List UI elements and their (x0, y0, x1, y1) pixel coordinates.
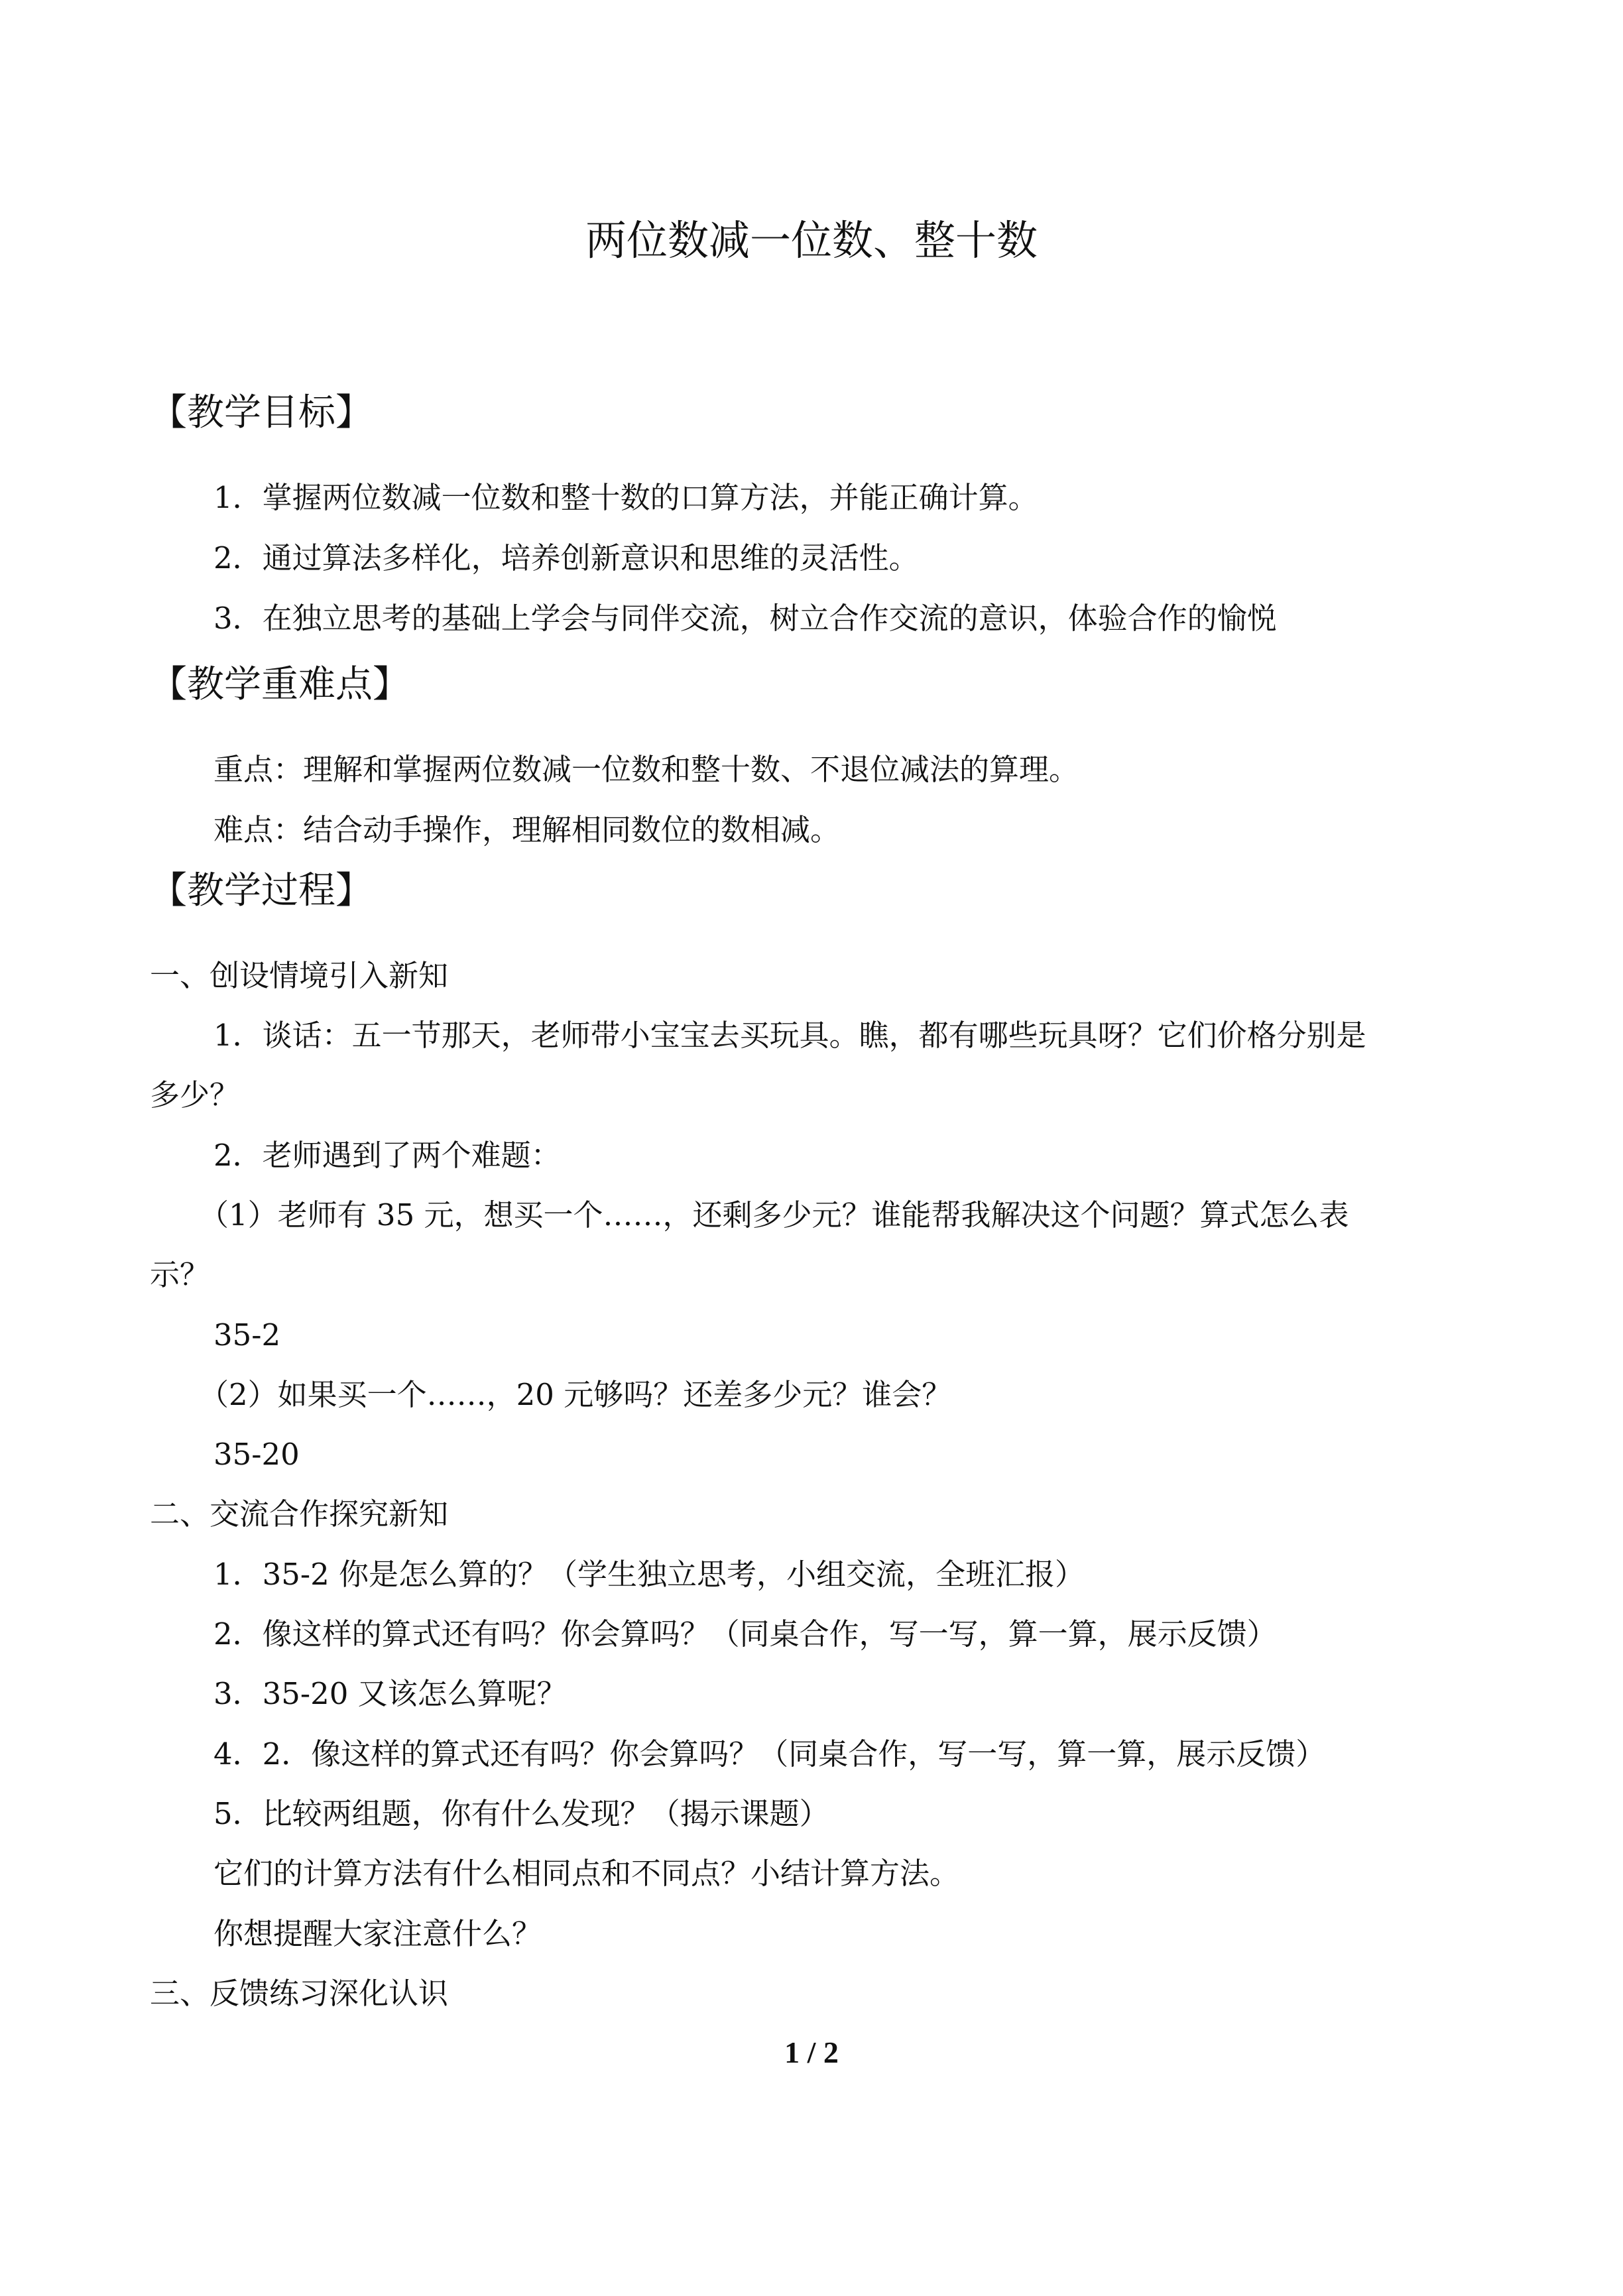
question: （2）如果买一个……，20 元够吗？还差多少元？谁会？ (199, 1377, 952, 1412)
page-number: 1 / 2 (784, 2035, 839, 2069)
objective-item: 3．在独立思考的基础上学会与同伴交流，树立合作交流的意识，体验合作的愉悦 (213, 601, 1277, 636)
question: （1）老师有 35 元，想买一个……，还剩多少元？谁能帮我解决这个问题？算式怎么表 (199, 1197, 1349, 1233)
question: 示？ (150, 1257, 210, 1292)
part2-title: 二、交流合作探究新知 (150, 1496, 449, 1532)
list-item: 5．比较两组题，你有什么发现？（揭示课题） (213, 1796, 829, 1831)
paragraph: 1．谈话：五一节那天，老师带小宝宝去买玩具。瞧，都有哪些玩具呀？它们价格分别是 (213, 1018, 1366, 1053)
list-item: 你想提醒大家注意什么？ (213, 1916, 542, 1951)
list-item: 3．35-20 又该怎么算呢？ (213, 1676, 567, 1711)
objective-item: 1．掌握两位数减一位数和整十数的口算方法，并能正确计算。 (213, 480, 1038, 515)
list-item: 1．35-2 你是怎么算的？（学生独立思考，小组交流，全班汇报） (213, 1557, 1085, 1592)
process-heading: 【教学过程】 (150, 869, 373, 912)
document-title: 两位数减一位数、整十数 (585, 216, 1038, 265)
part1-title: 一、创设情境引入新知 (150, 958, 449, 993)
paragraph: 多少？ (150, 1077, 240, 1113)
objectives-heading: 【教学目标】 (150, 391, 373, 434)
list-item: 它们的计算方法有什么相同点和不同点？小结计算方法。 (213, 1856, 960, 1891)
part3-title: 三、反馈练习深化认识 (150, 1976, 449, 2011)
formula: 35-20 (213, 1437, 300, 1472)
key-point-item: 重点：理解和掌握两位数减一位数和整十数、不退位减法的算理。 (213, 752, 1079, 787)
list-item: 2．像这样的算式还有吗？你会算吗？（同桌合作，写一写，算一算，展示反馈） (213, 1616, 1277, 1652)
paragraph: 2．老师遇到了两个难题： (213, 1138, 561, 1173)
objective-item: 2．通过算法多样化，培养创新意识和思维的灵活性。 (213, 540, 919, 575)
key-points-heading: 【教学重难点】 (150, 663, 410, 706)
key-point-item: 难点：结合动手操作，理解相同数位的数相减。 (213, 812, 841, 847)
list-item: 4．2．像这样的算式还有吗？你会算吗？（同桌合作，写一写，算一算，展示反馈） (213, 1736, 1326, 1772)
formula: 35-2 (213, 1317, 281, 1353)
